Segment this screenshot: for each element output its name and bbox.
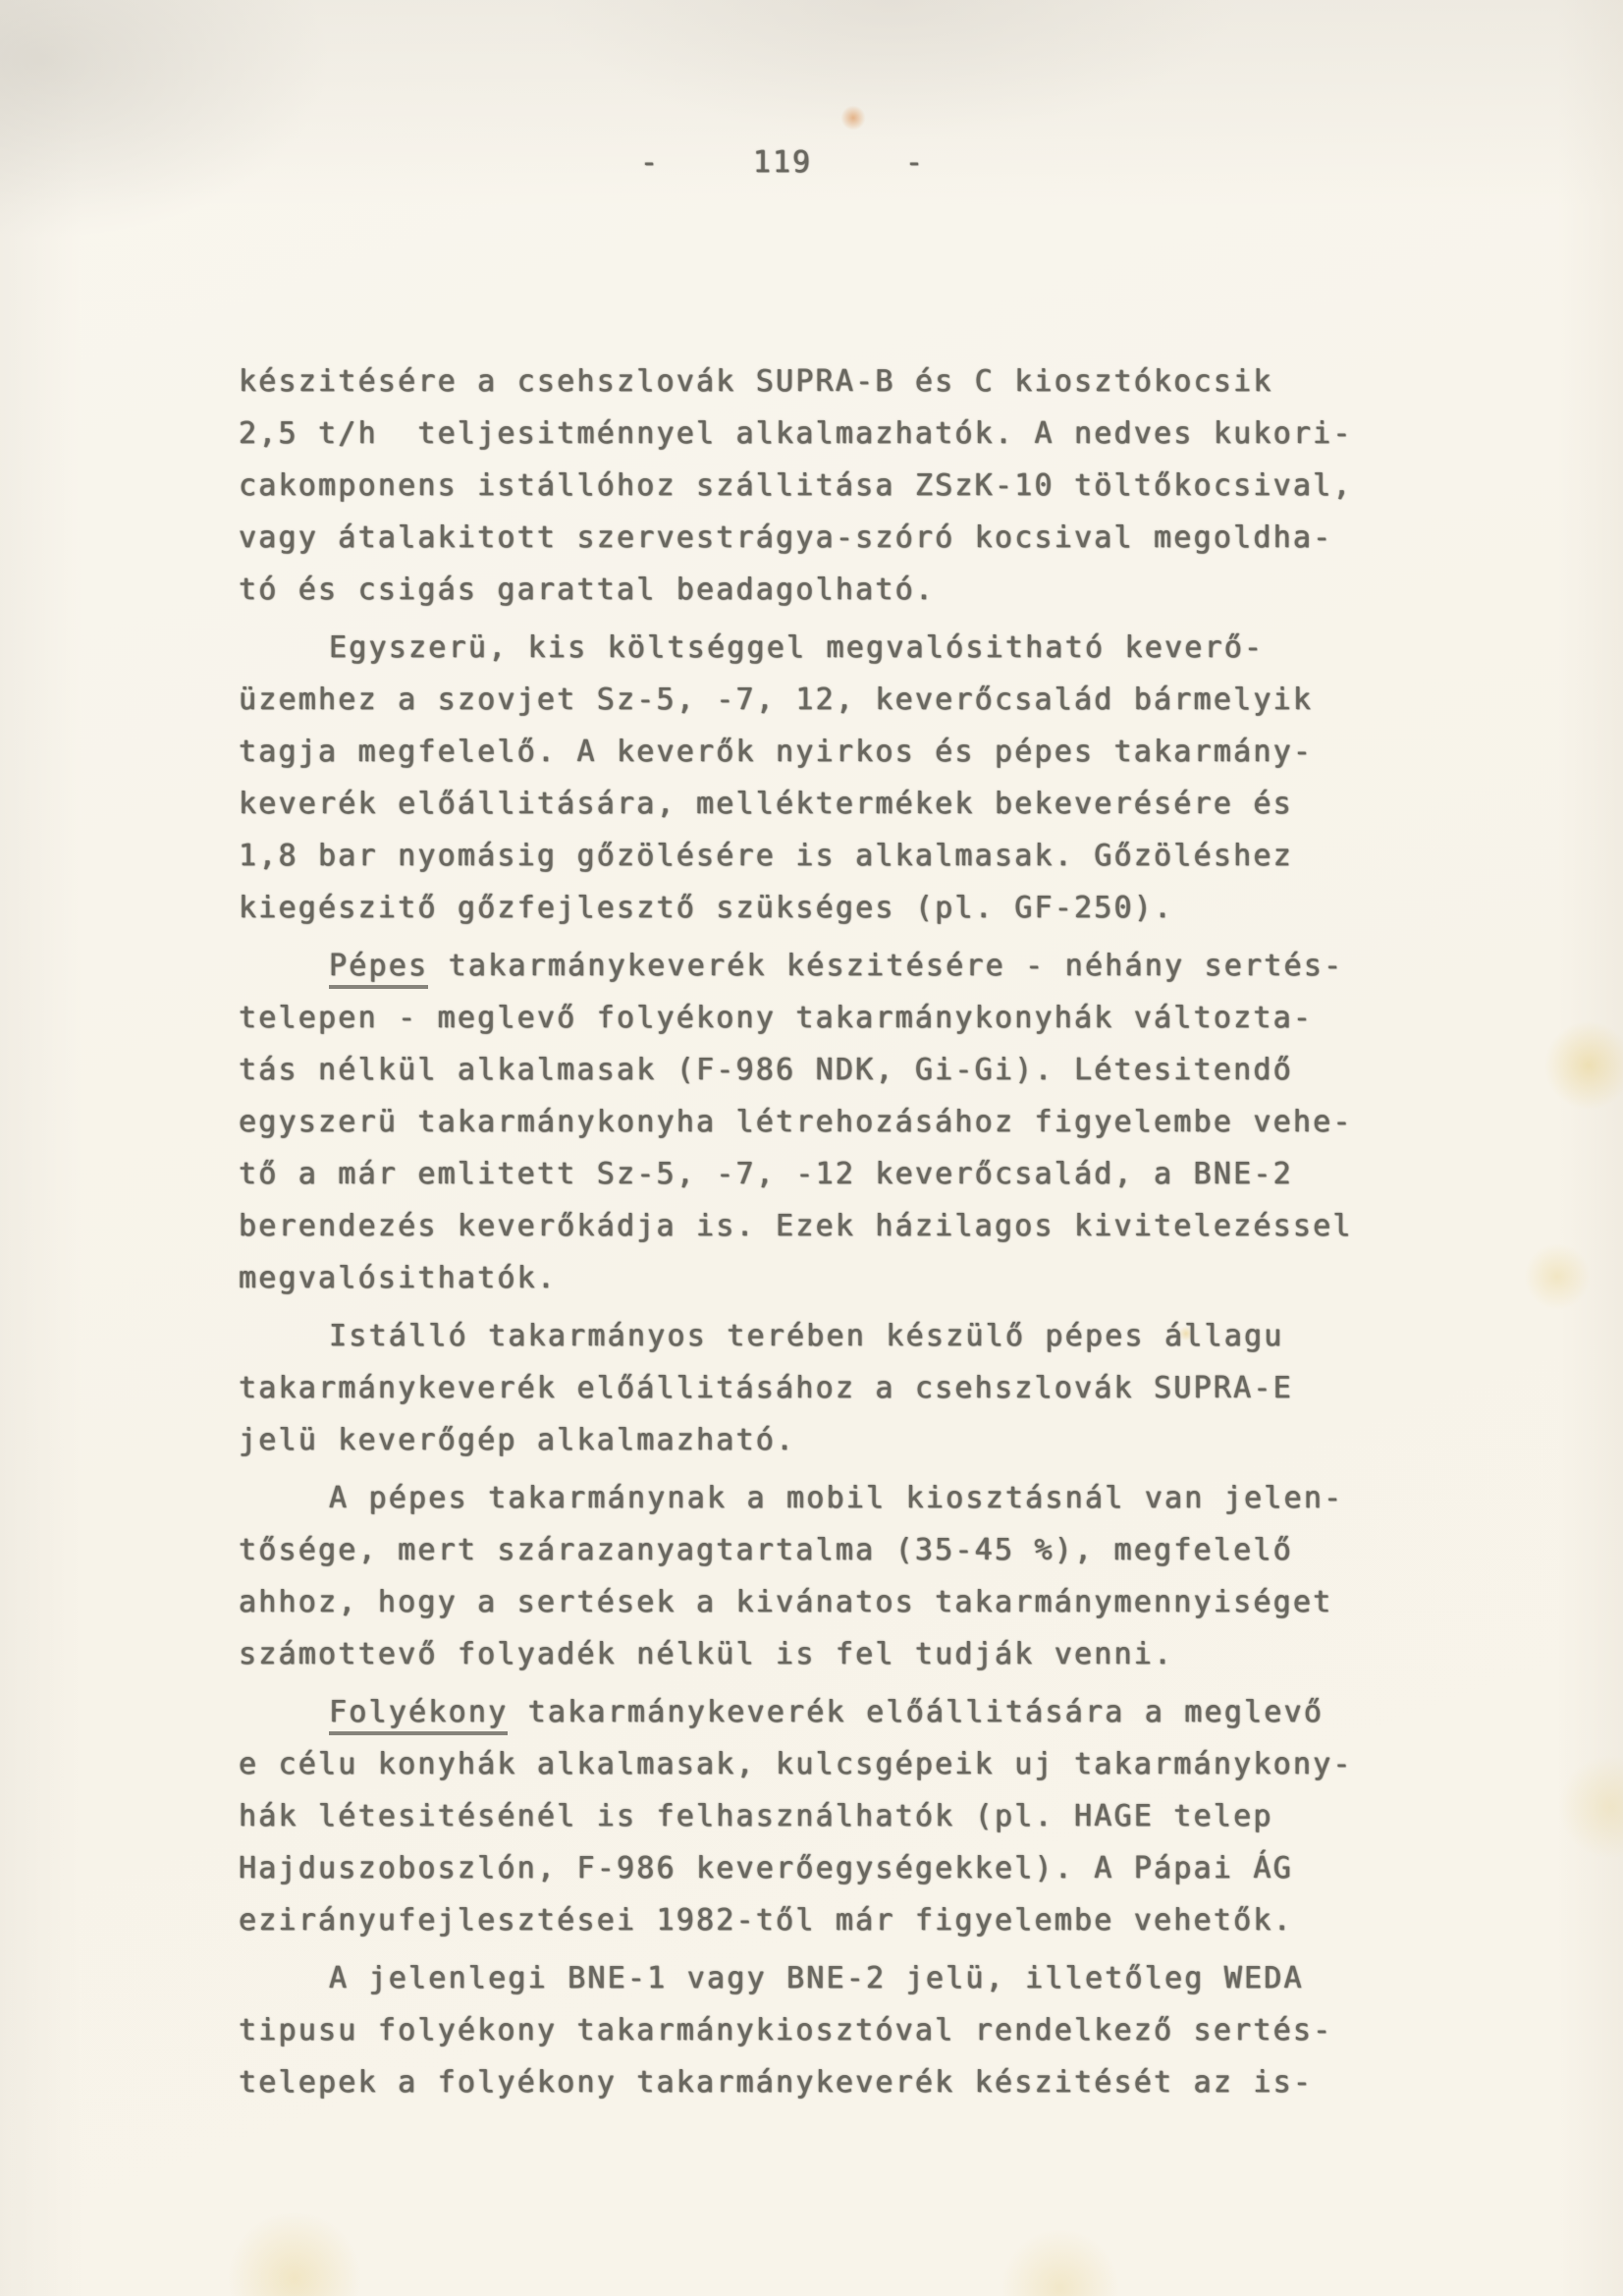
paragraph-6 <box>239 1686 1407 1946</box>
text-line: számottevő folyadék nélkül is fel tudják venni. <box>239 1637 1174 1671</box>
text-line: ezirányufejlesztései 1982-től már figyelembe vehetők. <box>239 1903 1293 1938</box>
paragraph-1 <box>239 355 1407 616</box>
text-line: Hajduszoboszlón, F-986 keverőegységekkel). A Pápai ÁG <box>239 1851 1293 1886</box>
text-line: tás nélkül alkalmasak (F-986 NDK, Gi-Gi). Létesitendő <box>239 1053 1293 1087</box>
text-line: tősége, mert szárazanyagtartalma (35-45 %), megfelelő <box>239 1533 1293 1567</box>
paragraph-4 <box>239 1310 1407 1466</box>
text-line: 2,5 t/h teljesitménnyel alkalmazhatók. A nedves kukori- <box>239 416 1353 451</box>
text-line: jelü keverőgép alkalmazható. <box>239 1423 796 1457</box>
text-line: Folyékony takarmánykeverék előállitására a meglevő <box>239 1686 1407 1738</box>
text-line: berendezés keverőkádja is. Ezek házilagos kivitelezéssel <box>239 1209 1353 1243</box>
text-line: Egyszerü, kis költséggel megvalósitható keverő- <box>329 630 1265 665</box>
text-line: vagy átalakitott szervestrágya-szóró kocsival megoldha- <box>239 520 1333 555</box>
text-line: Istálló takarmányos terében készülő pépes állagu <box>329 1319 1284 1353</box>
text-line: telepen - meglevő folyékony takarmánykonyhák változta- <box>239 1001 1314 1035</box>
text-line: egyszerü takarmánykonyha létrehozásához figyelembe vehe- <box>239 1105 1353 1139</box>
paragraph-5 <box>239 1472 1407 1680</box>
text-line: 1,8 bar nyomásig gőzölésére is alkalmasak. Gőzöléshez <box>239 839 1293 873</box>
text-line: A jelenlegi BNE-1 vagy BNE-2 jelü, illetőleg WEDA <box>329 1961 1304 1995</box>
text-line: megvalósithatók. <box>239 1261 558 1295</box>
text-line: üzemhez a szovjet Sz-5, -7, 12, keverőcsalád bármelyik <box>239 683 1314 717</box>
text-line: ahhoz, hogy a sertések a kivánatos takarmánymennyiséget <box>239 1585 1333 1619</box>
underlined-lead-word: Pépes <box>329 949 428 989</box>
text-line: e célu konyhák alkalmasak, kulcsgépeik uj takarmánykony- <box>239 1747 1353 1781</box>
text-line: takarmánykeverék előállitásához a csehszlovák SUPRA-E <box>239 1371 1293 1405</box>
text-line: A pépes takarmánynak a mobil kiosztásnál van jelen- <box>329 1481 1344 1515</box>
text-line: készitésére a csehszlovák SUPRA-B és C kiosztókocsik <box>239 364 1273 399</box>
page-number: 119 <box>752 145 813 180</box>
document-body-text <box>239 355 1407 2114</box>
text-line: tipusu folyékony takarmánykiosztóval rendelkező sertés- <box>239 2013 1333 2048</box>
paragraph-2 <box>239 622 1407 934</box>
text-line: keverék előállitására, melléktermékek bekeverésére és <box>239 787 1293 821</box>
text-line: kiegészitő gőzfejlesztő szükséges (pl. GF-250). <box>239 891 1174 925</box>
page-header-left-dash: - <box>640 145 661 180</box>
text-line: telepek a folyékony takarmánykeverék készitését az is- <box>239 2065 1314 2100</box>
page-header <box>640 145 925 180</box>
text-line: tő a már emlitett Sz-5, -7, -12 keverőcsalád, a BNE-2 <box>239 1157 1293 1191</box>
underlined-lead-word: Folyékony <box>329 1695 508 1735</box>
paragraph-3 <box>239 940 1407 1304</box>
text-line: hák létesitésénél is felhasználhatók (pl. HAGE telep <box>239 1799 1273 1833</box>
text-line: tagja megfelelő. A keverők nyirkos és pépes takarmány- <box>239 735 1314 769</box>
page-header-right-dash: - <box>904 145 925 180</box>
paragraph-7 <box>239 1952 1407 2108</box>
text-line: cakomponens istállóhoz szállitása ZSzK-10 töltőkocsival, <box>239 468 1353 503</box>
text-line: Pépes takarmánykeverék készitésére - néhány sertés- <box>239 940 1407 992</box>
text-line: tó és csigás garattal beadagolható. <box>239 573 936 607</box>
